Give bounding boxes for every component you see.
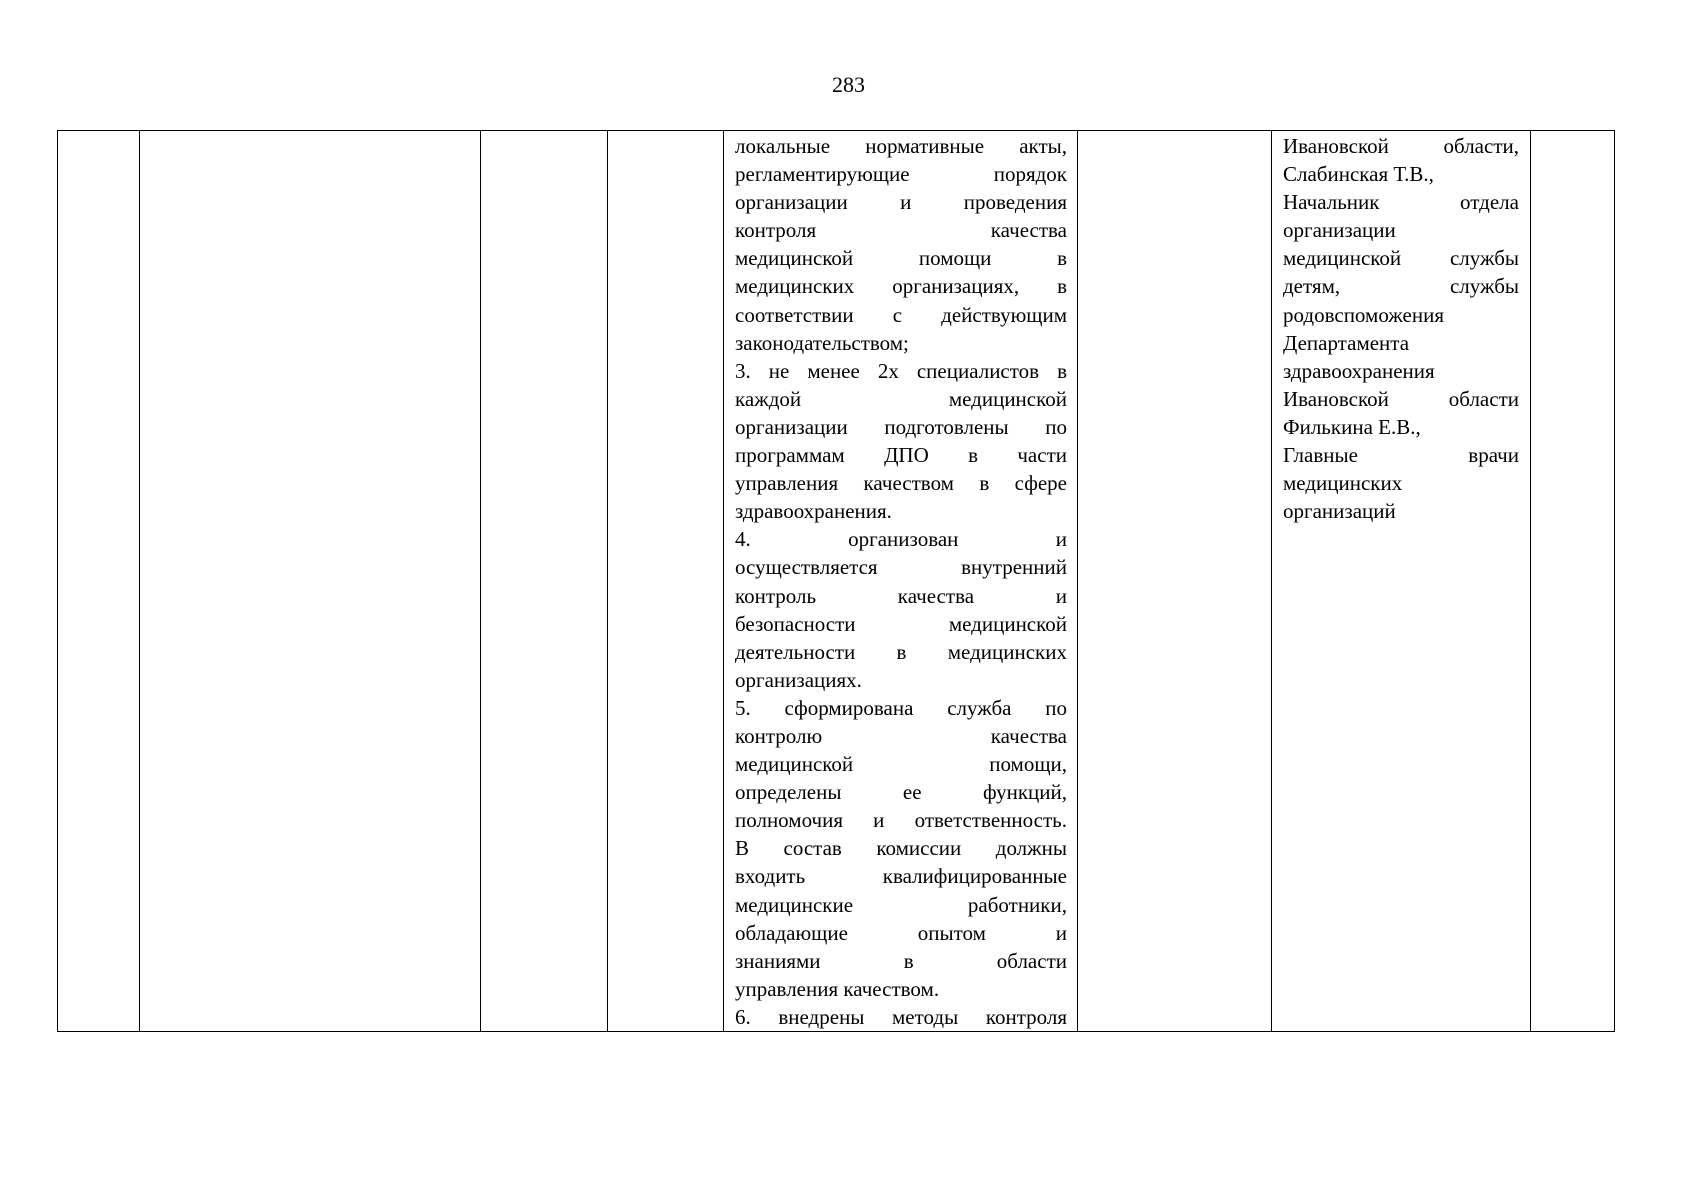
expected-result-line: локальные нормативные акты,: [735, 134, 1067, 158]
expected-result-line: В состав комиссии должны: [735, 836, 1067, 861]
plan-table: [57, 130, 1615, 1032]
expected-result-line: каждой медицинской: [735, 386, 1067, 411]
table-cell-extra: [1531, 131, 1615, 1032]
expected-result-line: 4. организован и: [735, 527, 1067, 552]
responsible-line: детям, службы: [1283, 274, 1519, 299]
responsible-line: Слабинская Т.В.,: [1283, 162, 1434, 187]
table-cell-start-date: [481, 131, 608, 1032]
expected-result-line: программам ДПО в части: [735, 443, 1067, 468]
expected-result-line: контроль качества и: [735, 583, 1067, 608]
expected-result-line: медицинских организациях, в: [735, 274, 1067, 299]
table-cell-control-result: [1078, 131, 1272, 1032]
responsible-line: организации: [1283, 218, 1396, 243]
responsible-line: Главные врачи: [1283, 443, 1519, 468]
expected-result-line: медицинской помощи,: [735, 752, 1067, 777]
table-cell-activity: [140, 131, 481, 1032]
expected-result-line: регламентирующие порядок: [735, 162, 1067, 187]
responsible-line: Ивановской области: [1283, 386, 1519, 411]
expected-result-text: [724, 131, 1067, 1031]
responsible-persons-text: [1272, 131, 1519, 525]
responsible-line: Филькина Е.В.,: [1283, 414, 1421, 439]
expected-result-line: контролю качества: [735, 723, 1067, 748]
responsible-line: Департамента: [1283, 330, 1410, 355]
expected-result-line: знаниями в области: [735, 948, 1067, 973]
expected-result-line: 6. внедрены методы контроля: [735, 1004, 1067, 1029]
expected-result-line: осуществляется внутренний: [735, 555, 1067, 580]
expected-result-line: безопасности медицинской: [735, 611, 1067, 636]
table-cell-end-date: [608, 131, 724, 1032]
expected-result-line: соответствии с действующим: [735, 302, 1067, 327]
expected-result-line: определены ее функций,: [735, 780, 1067, 805]
expected-result-line: законодательством;: [735, 330, 909, 355]
expected-result-line: 3. не менее 2х специалистов в: [735, 358, 1067, 383]
expected-result-line: полномочия и ответственность.: [735, 808, 1067, 833]
expected-result-line: деятельности в медицинских: [735, 639, 1067, 664]
expected-result-line: контроля качества: [735, 218, 1067, 243]
expected-result-line: организации и проведения: [735, 190, 1067, 215]
expected-result-line: организации подготовлены по: [735, 414, 1067, 439]
expected-result-line: обладающие опытом и: [735, 920, 1067, 945]
responsible-line: Ивановской области,: [1283, 134, 1519, 158]
expected-result-line: входить квалифицированные: [735, 864, 1067, 889]
table-cell-expected-result: [724, 131, 1078, 1032]
responsible-line: организаций: [1283, 499, 1396, 524]
expected-result-line: медицинские работники,: [735, 892, 1067, 917]
expected-result-line: управления качеством в сфере: [735, 471, 1067, 496]
expected-result-line: здравоохранения.: [735, 499, 892, 524]
expected-result-line: управления качеством.: [735, 976, 940, 1001]
expected-result-line: 5. сформирована служба по: [735, 695, 1067, 720]
responsible-line: здравоохранения: [1283, 358, 1435, 383]
table-row: [58, 131, 1615, 1032]
responsible-line: медицинских: [1283, 471, 1403, 496]
page-number: 283: [832, 72, 865, 97]
expected-result-line: организациях.: [735, 667, 862, 692]
responsible-line: медицинской службы: [1283, 246, 1519, 271]
responsible-line: родовспоможения: [1283, 302, 1444, 327]
table-cell-number: [58, 131, 140, 1032]
responsible-line: Начальник отдела: [1283, 190, 1519, 215]
expected-result-line: медицинской помощи в: [735, 246, 1067, 271]
table-cell-responsible: [1272, 131, 1531, 1032]
